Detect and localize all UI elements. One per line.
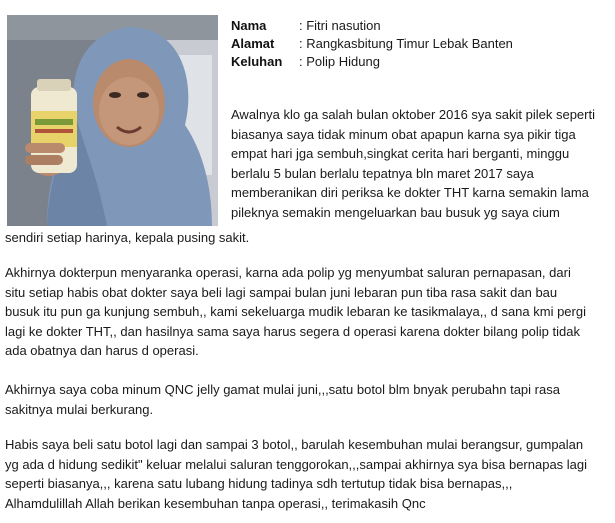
story-line: ada obatnya dan harus d operasi.: [5, 343, 199, 358]
story-paragraph-2: [5, 263, 609, 361]
story-line: yg ada d hidung sedikit" keluar melalui saluran tenggorokan,,,sampai akhirnya sya bisa bernapas lagi: [5, 456, 588, 472]
story-line: Akhirnya saya coba minum QNC jelly gamat mulai juni,,,satu botol blm bnyak perubahn tapi rasa: [5, 382, 560, 397]
story-line: pileknya semakin mengeluarkan bau busuk yg saya cium: [231, 204, 560, 220]
complaint-label: Keluhan: [231, 54, 283, 69]
story-paragraph-1-tail: sendiri setiap harinya, kepala pusing sakit.: [5, 230, 250, 245]
testimonial-photo: [7, 15, 218, 226]
story-paragraph-1: [231, 105, 607, 222]
story-line: Habis saya beli satu botol lagi dan sampai 3 botol,, barulah kesembuhan mulai berangsur, gumpalan: [5, 437, 584, 452]
story-line: empat hari jga sembuh,singkat cerita hari berganti, minggu: [231, 146, 570, 161]
story-line: lagi ke dokter THT,, dan hasilnya sama saya harus segera d operasi karena dokter bilang polip tidak: [5, 323, 580, 339]
story-line: sakitnya mulai berkurang.: [5, 401, 154, 417]
person-with-bottle-image: [7, 15, 218, 226]
name-value: : Fitri nasution: [299, 18, 381, 33]
complaint-value: : Polip Hidung: [299, 54, 380, 69]
address-value: : Rangkasbitung Timur Lebak Banten: [299, 36, 513, 51]
story-line: seperti biasanya,,, karena satu lubang hidung tadinya sdh tertutup tidak bisa bernapas,,,: [5, 476, 513, 491]
story-line: memberanikan diri periksa ke dokter THT karna semakin lama: [231, 185, 589, 200]
info-row-address: [231, 35, 513, 53]
story-line: Awalnya klo ga salah bulan oktober 2016 sya sakit pilek seperti: [231, 107, 595, 122]
story-line: biasanya saya tidak minum obat apapun karna sya pikir tiga: [231, 126, 576, 142]
info-row-name: [231, 17, 513, 35]
testimonial-info: [231, 17, 513, 71]
story-line: busuk itu pun ga kunjung sembuh,, kami sekeluarga mudik lebaran ke tasikmalaya,, d sana kmi pergi: [5, 304, 586, 319]
name-label: Nama: [231, 18, 267, 33]
address-label: Alamat: [231, 36, 275, 51]
story-line: Akhirnya dokterpun menyaranka operasi, karna ada polip yg menyumbat saluran pernapasan, dari: [5, 265, 571, 280]
story-line: Alhamdulillah Allah berikan kesembuhan tanpa operasi,, terimakasih Qnc: [5, 495, 426, 511]
info-row-complaint: [231, 53, 513, 71]
story-paragraph-4: [5, 435, 609, 513]
story-paragraph-3: [5, 380, 609, 419]
story-line: situ setiap habis obat dokter saya beli lagi sampai bulan juni lebaran pun tiba rasa sakit dan bau: [5, 284, 558, 300]
story-line: berlalu 5 bulan berlalu tepatnya bln maret 2017 saya: [231, 165, 534, 181]
